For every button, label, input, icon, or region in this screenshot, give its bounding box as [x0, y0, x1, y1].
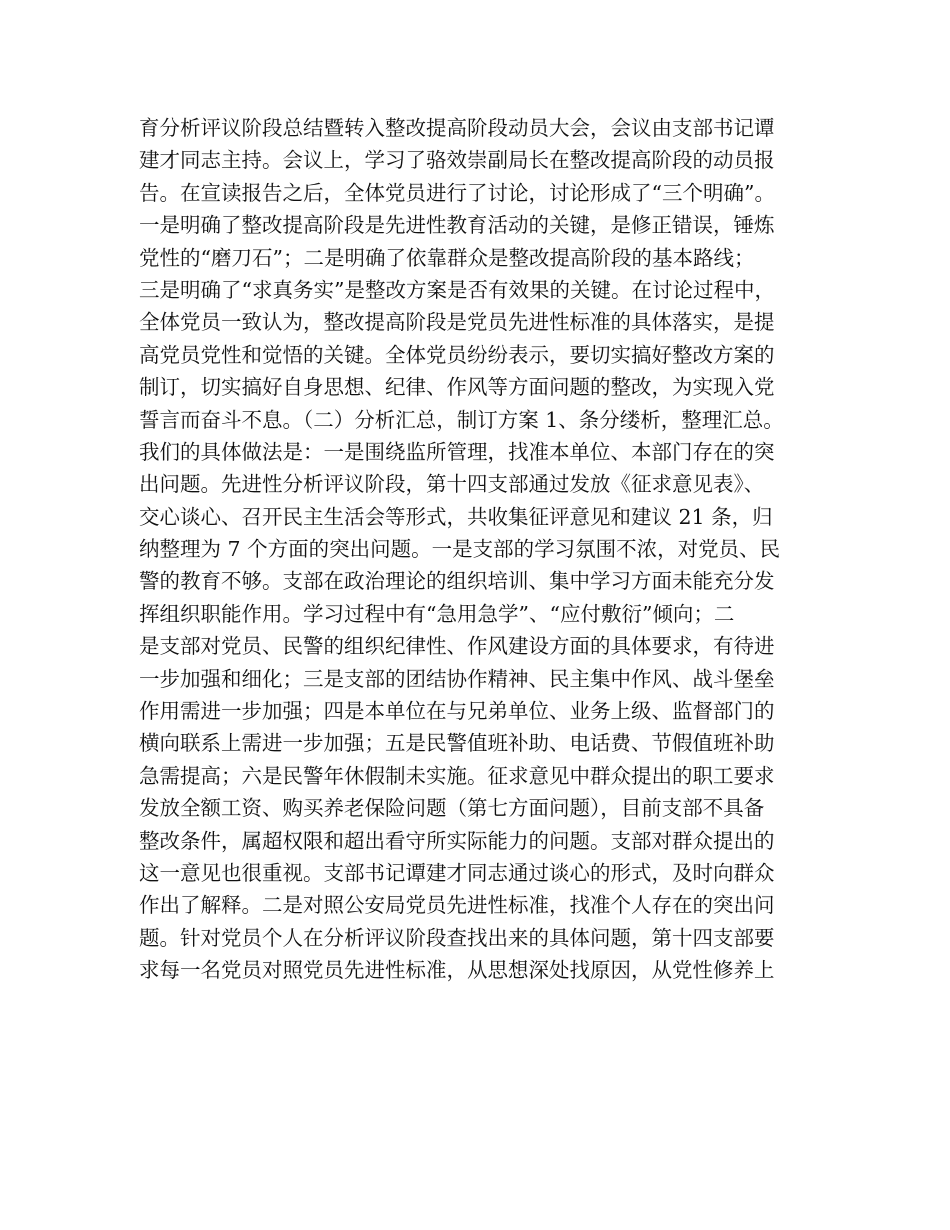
- text-line: 警的教育不够。支部在政治理论的组织培训、集中学习方面未能充分发: [139, 569, 775, 594]
- text-line: 作出了解释。二是对照公安局党员先进性标准，找准个人存在的突出问: [139, 893, 775, 918]
- text-line: 急需提高；六是民警年休假制未实施。征求意见中群众提出的职工要求: [139, 763, 775, 788]
- text-line: 是支部对党员、民警的组织纪律性、作风建设方面的具体要求，有待进: [139, 634, 775, 659]
- text-line: 求每一名党员对照党员先进性标准，从思想深处找原因，从党性修养上: [139, 958, 775, 983]
- body-text: [139, 112, 829, 987]
- text-line: 交心谈心、召开民主生活会等形式，共收集征评意见和建议 21 条，归: [139, 504, 773, 529]
- text-line: 高党员党性和觉悟的关键。全体党员纷纷表示，要切实搞好整改方案的: [139, 342, 775, 367]
- text-line: 这一意见也很重视。支部书记谭建才同志通过谈心的形式，及时向群众: [139, 860, 775, 885]
- text-line: 作用需进一步加强；四是本单位在与兄弟单位、业务上级、监督部门的: [139, 699, 775, 724]
- text-line: 题。针对党员个人在分析评议阶段查找出来的具体问题，第十四支部要: [139, 925, 775, 950]
- text-line: 纳整理为 7 个方面的突出问题。一是支部的学习氛围不浓，对党员、民: [139, 537, 781, 562]
- text-line: 一是明确了整改提高阶段是先进性教育活动的关键，是修正错误，锤炼: [139, 213, 775, 238]
- text-line: 全体党员一致认为，整改提高阶段是党员先进性标准的具体落实，是提: [139, 310, 775, 335]
- text-line: 建才同志主持。会议上，学习了骆效崇副局长在整改提高阶段的动员报: [139, 148, 775, 173]
- text-line: 誓言而奋斗不息。（二）分析汇总，制订方案 1、条分缕析，整理汇总。: [139, 407, 784, 432]
- text-line: 整改条件，属超权限和超出看守所实际能力的问题。支部对群众提出的: [139, 828, 775, 853]
- text-line: 发放全额工资、购买养老保险问题（第七方面问题），目前支部不具备: [139, 796, 765, 821]
- text-line: 我们的具体做法是：一是围绕监所管理，找准本单位、本部门存在的突: [139, 439, 775, 464]
- text-line: 挥组织职能作用。学习过程中有“急用急学”、“应付敷衍”倾向；二: [139, 601, 735, 626]
- text-line: 三是明确了“求真务实”是整改方案是否有效果的关键。在讨论过程中，: [139, 277, 775, 302]
- text-line: 出问题。先进性分析评议阶段，第十四支部通过发放《征求意见表》、: [139, 472, 765, 497]
- text-line: 党性的“磨刀石”；二是明确了依靠群众是整改提高阶段的基本路线；: [139, 245, 755, 270]
- text-line: 告。在宣读报告之后，全体党员进行了讨论，讨论形成了“三个明确”。: [139, 180, 775, 205]
- text-line: 育分析评议阶段总结暨转入整改提高阶段动员大会，会议由支部书记谭: [139, 116, 775, 140]
- text-line: 横向联系上需进一步加强；五是民警值班补助、电话费、节假值班补助: [139, 731, 775, 756]
- text-line: 一步加强和细化；三是支部的团结协作精神、民主集中作风、战斗堡垒: [139, 666, 775, 691]
- text-line: 制订，切实搞好自身思想、纪律、作风等方面问题的整改，为实现入党: [139, 375, 775, 400]
